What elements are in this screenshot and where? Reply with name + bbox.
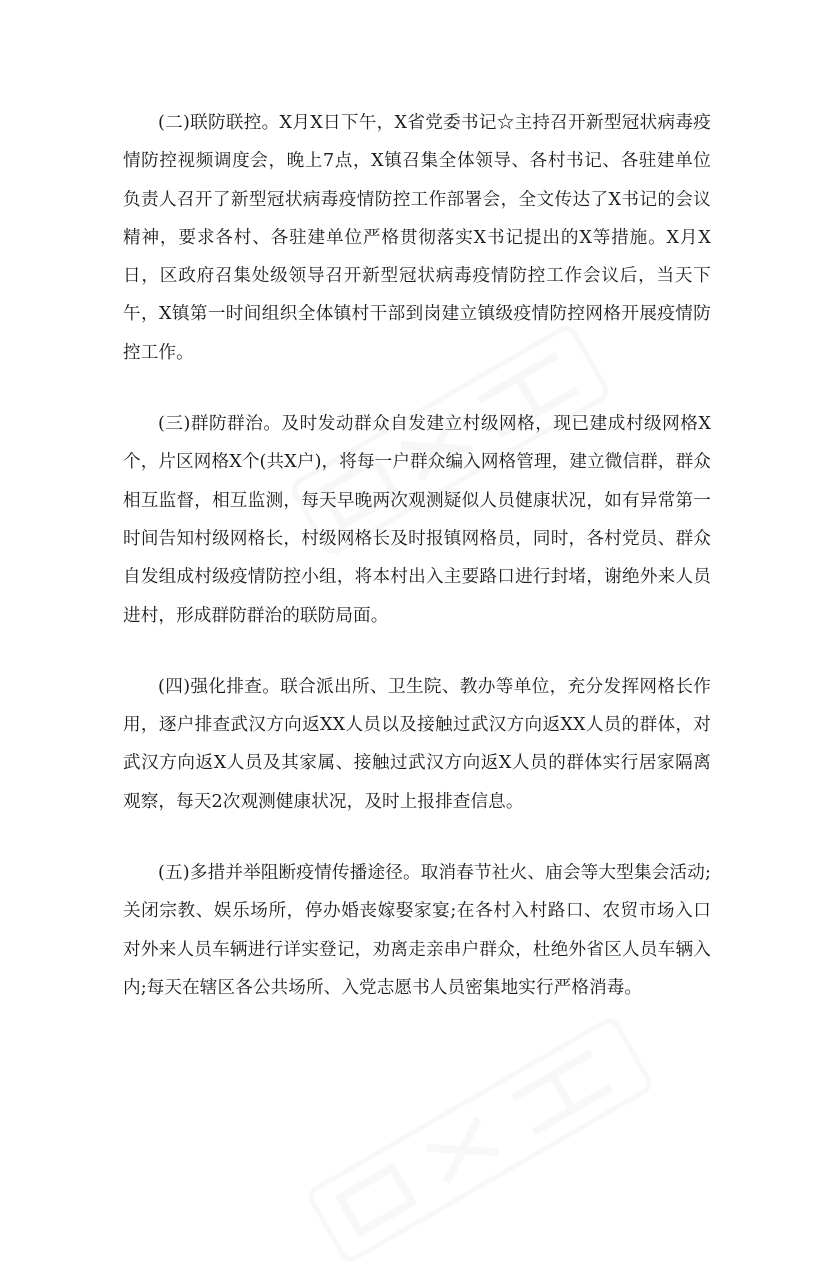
watermark-logo-bottom	[294, 998, 666, 1282]
watermark-glyph-shape-bottom	[340, 1053, 611, 1233]
paragraph-blocking-measures: (五)多措并举阻断疫情传播途径。取消春节社火、庙会等大型集会活动;关闭宗教、娱乐场所，停办婚丧嫁娶家宴;在各村入村路口、农贸市场入口对外来人员车辆进行详实登记，劝离走亲串户群众，杜绝外省区人员车辆入内;每天在辖区各公共场所、入党志愿书人员密集地实行严格消毒。	[123, 863, 711, 998]
paragraph-mass-prevention: (三)群防群治。及时发动群众自发建立村级网格，现已建成村级网格X个，片区网格X个(共X户)，将每一户群众编入网格管理，建立微信群，群众相互监督，相互监测，每天早晚两次观测疑似人员健康状况，如有异常第一时间告知村级网格长，村级网格长及时报镇网格员，同时，各村党员、群众自发组成村级疫情防控小组，将本村出入主要路口进行封堵，谢绝外来人员进村，形成群防群治的联防局面。	[123, 414, 711, 626]
document-body	[123, 104, 711, 1040]
watermark-frame-bottom	[308, 1017, 653, 1262]
paragraph-joint-prevention: (二)联防联控。X月X日下午，X省党委书记☆主持召开新型冠状病毒疫情防控视频调度会，晚上7点，X镇召集全体领导、各村书记、各驻建单位负责人召开了新型冠状病毒疫情防控工作部署会，全文传达了X书记的会议精神，要求各村、各驻建单位严格贯彻落实X书记提出的X等措施。X月X日，区政府召集处级领导召开新型冠状病毒疫情防控工作会议后，当天下午，X镇第一时间组织全体镇村干部到岗建立镇级疫情防控网格开展疫情防控工作。	[123, 113, 711, 363]
paragraph-screening: (四)强化排查。联合派出所、卫生院、教办等单位，充分发挥网格长作用，逐户排查武汉方向返XX人员以及接触过武汉方向返XX人员的群体，对武汉方向返X人员及其家属、接触过武汉方向返X人员的群体实行居家隔离观察，每天2次观测健康状况，及时上报排查信息。	[123, 676, 711, 812]
